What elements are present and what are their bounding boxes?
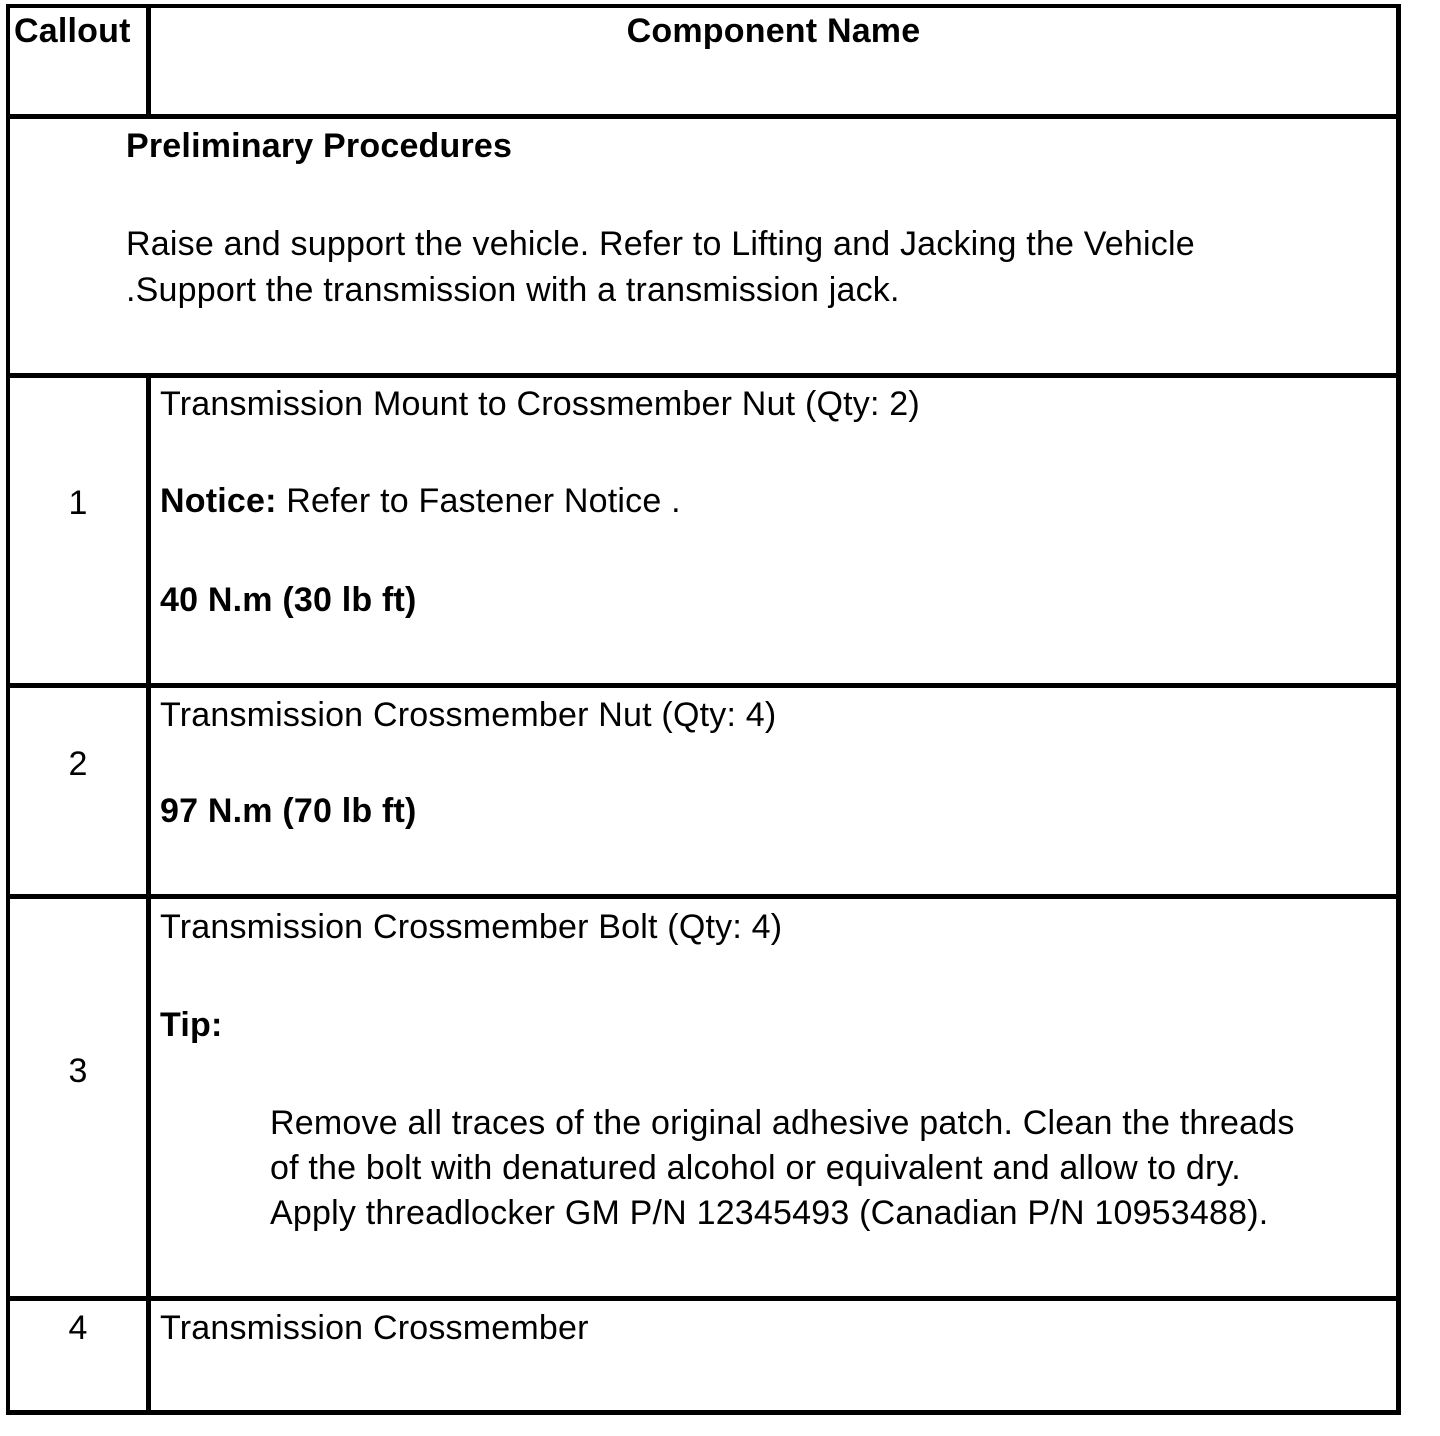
- row-3-tip-line-1: Remove all traces of the original adhesive patch. Clean the threads: [270, 1104, 1295, 1142]
- preliminary-title: Preliminary Procedures: [126, 127, 513, 165]
- row-3-tip-label: Tip:: [160, 1006, 223, 1044]
- header-callout: Callout: [14, 12, 131, 50]
- table-border-bottom: [6, 1410, 1400, 1415]
- row-1-notice-label: Notice:: [160, 482, 277, 520]
- row-divider-3: [6, 1296, 1400, 1301]
- row-2-component-name: Transmission Crossmember Nut (Qty: 4): [160, 696, 777, 734]
- row-1-notice-text: Refer to Fastener Notice .: [276, 482, 681, 520]
- row-1-component-name: Transmission Mount to Crossmember Nut (Qty: 2): [160, 385, 920, 423]
- header-component-name: Component Name: [626, 12, 921, 50]
- row-1-notice: [160, 478, 681, 524]
- row-divider-2: [6, 894, 1400, 899]
- table-border-left: [6, 4, 10, 1415]
- row-2-callout: 2: [68, 745, 88, 783]
- preliminary-line-1: Raise and support the vehicle. Refer to Lifting and Jacking the Vehicle: [126, 225, 1195, 263]
- row-divider-preliminary: [6, 373, 1400, 378]
- row-4-callout: 4: [68, 1309, 88, 1347]
- row-3-tip-line-2: of the bolt with denatured alcohol or equivalent and allow to dry.: [270, 1149, 1241, 1187]
- row-3-tip-line-3: Apply threadlocker GM P/N 12345493 (Canadian P/N 10953488).: [270, 1194, 1269, 1232]
- preliminary-line-2: .Support the transmission with a transmission jack.: [126, 271, 900, 309]
- row-2-torque: 97 N.m (70 lb ft): [160, 792, 417, 830]
- row-divider-1: [6, 683, 1400, 688]
- row-1-callout: 1: [68, 484, 88, 522]
- row-4-component-name: Transmission Crossmember: [160, 1309, 589, 1347]
- row-3-callout: 3: [68, 1052, 88, 1090]
- row-1-torque: 40 N.m (30 lb ft): [160, 581, 417, 619]
- table-border-right: [1396, 4, 1401, 1415]
- row-divider-header: [6, 114, 1400, 119]
- column-divider-body: [146, 373, 151, 1415]
- row-3-component-name: Transmission Crossmember Bolt (Qty: 4): [160, 908, 783, 946]
